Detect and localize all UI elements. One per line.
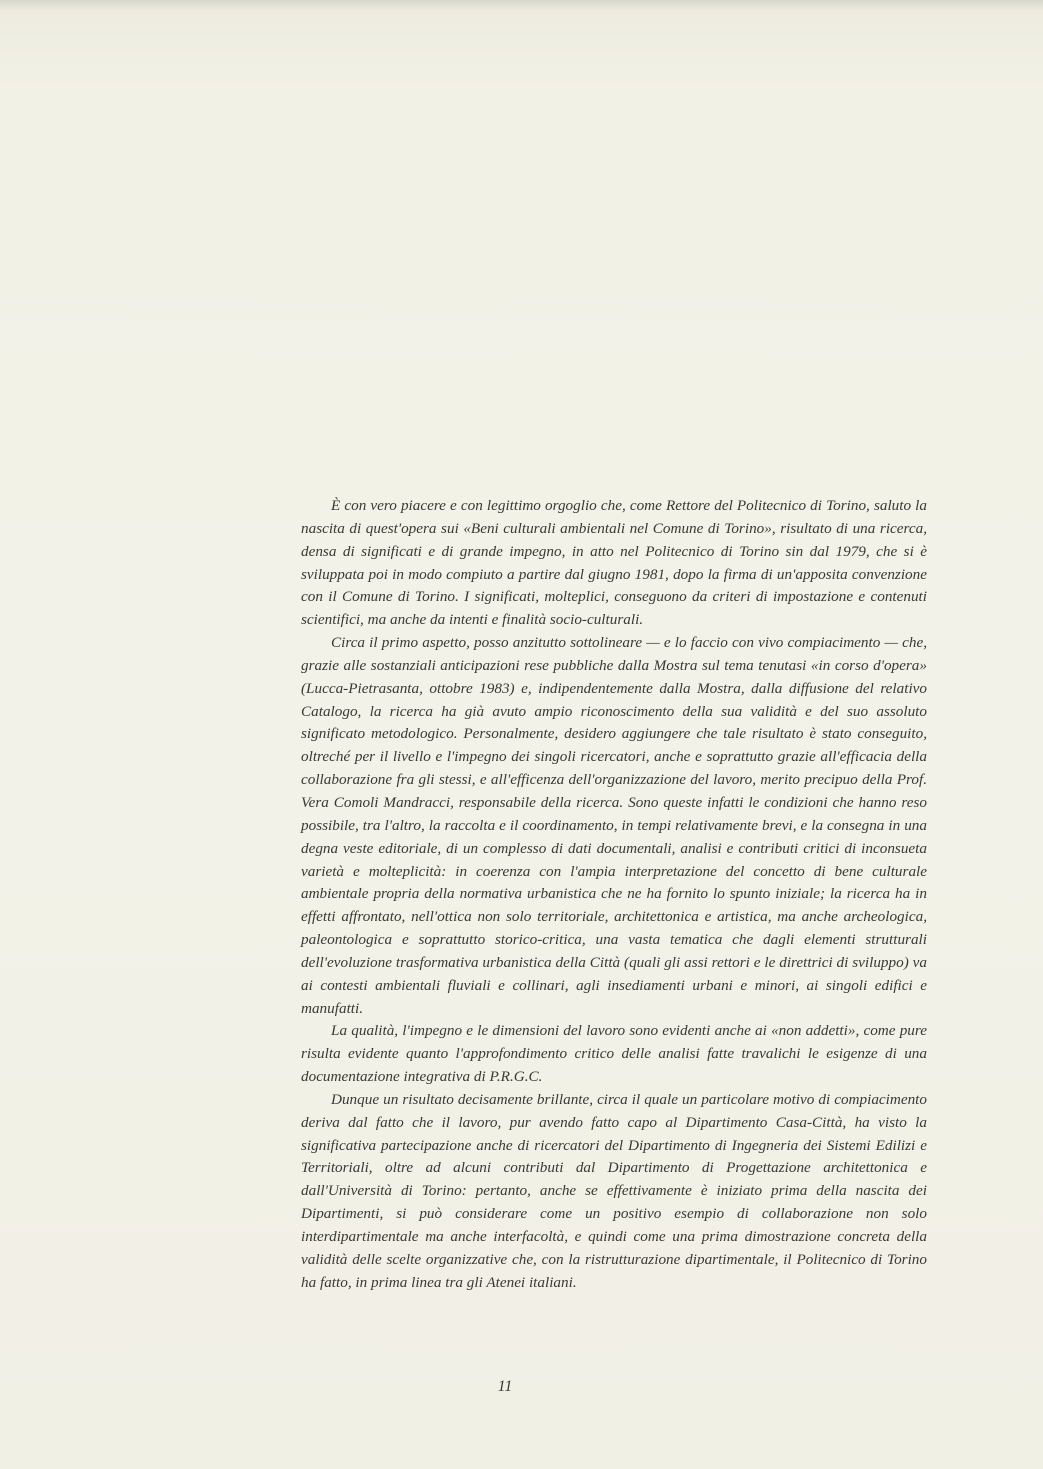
page-top-edge — [0, 0, 1043, 10]
paragraph-1: È con vero piacere e con legittimo orgoglio che, come Rettore del Politecnico di Torino, saluto la nascita di quest'opera sui «Beni culturali ambientali nel Comune di Torino», risultato di una ricerca, densa di significati e di grande impegno, in atto nel Politecnico di Torino sin dal 1979, che si è sviluppata poi in modo compiuto a partire dal giugno 1981, dopo la firma di un'apposita convenzione con il Comune di Torino. I significati, molteplici, conseguono da criteri di impostazione e contenuti scientifici, ma anche da intenti e finalità socio-culturali. — [301, 497, 927, 629]
page-number: 11 — [497, 1378, 513, 1395]
body-text — [301, 495, 927, 1295]
paragraph-3: La qualità, l'impegno e le dimensioni del lavoro sono evidenti anche ai «non addetti», come pure risulta evidente quanto l'approfondimento critico delle analisi fatte travalichi le esigenze di una documentazione integrativa di P.R.G.C. — [301, 1022, 927, 1086]
paragraph-2: Circa il primo aspetto, posso anzitutto sottolineare — e lo faccio con vivo compiacimento — che, grazie alle sostanziali anticipazioni rese pubbliche dalla Mostra sul tema tenutasi «in corso d'opera» (Lucca-Pietrasanta, ottobre 1983) e, indipendentemente dalla Mostra, dalla diffusione del relativo Catalogo, la ricerca ha già avuto ampio riconoscimento della sua validità e del suo assoluto significato metodologico. Personalmente, desidero aggiungere che tale risultato è stato conseguito, oltreché per il livello e l'impegno dei singoli ricercatori, anche e soprattutto grazie all'efficacia della collaborazione fra gli stessi, e all'efficenza dell'organizzazione del lavoro, merito precipuo della Prof. Vera Comoli Mandracci, responsabile della ricerca. Sono queste infatti le condizioni che hanno reso possibile, tra l'altro, la raccolta e il coordinamento, in tempi relativamente brevi, e la consegna in una degna veste editoriale, di un complesso di dati documentali, analisi e contributi critici di inconsueta varietà e molteplicità: in coerenza con l'ampia interpretazione del concetto di bene culturale ambientale propria della normativa urbanistica che ne ha fornito lo spunto iniziale; la ricerca ha in effetti affrontato, nell'ottica non solo territoriale, architettonica e artistica, ma anche archeologica, paleontologica e soprattutto storico-critica, una vasta tematica che dagli elementi strutturali dell'evoluzione trasformativa urbanistica della Città (quali gli assi rettori e le direttrici di sviluppo) va ai contesti ambientali fluviali e collinari, agli insediamenti urbani e minori, ai singoli edifici e manufatti. — [301, 634, 927, 1017]
paragraph-4: Dunque un risultato decisamente brillante, circa il quale un particolare motivo di compiacimento deriva dal fatto che il lavoro, pur avendo fatto capo al Dipartimento Casa-Città, ha visto la significativa partecipazione anche di ricercatori del Dipartimento di Ingegneria dei Sistemi Edilizi e Territoriali, oltre ad alcuni contributi dal Dipartimento di Progettazione architettonica e dall'Università di Torino: pertanto, anche se effettivamente è iniziato prima della nascita dei Dipartimenti, si può considerare come un positivo esempio di collaborazione non solo interdipartimentale ma anche interfacoltà, e quindi come una prima dimostrazione concreta della validità delle scelte organizzative che, con la ristrutturazione dipartimentale, il Politecnico di Torino ha fatto, in prima linea tra gli Atenei italiani. — [301, 1090, 927, 1291]
